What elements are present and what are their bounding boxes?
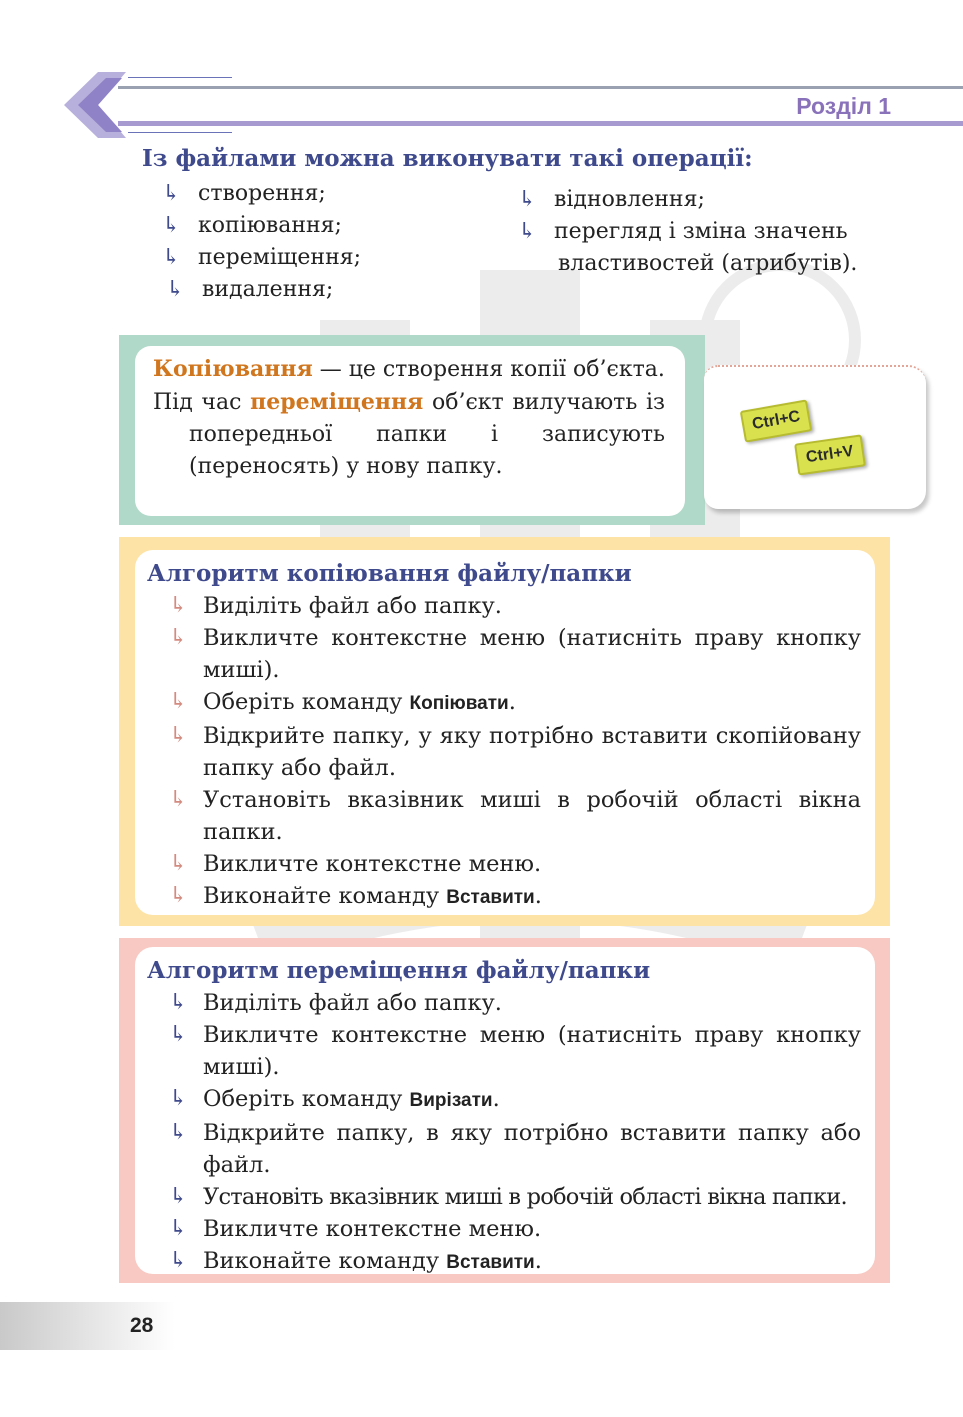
command-copy: Копіювати [409, 693, 509, 714]
header-thin-line-bottom [128, 132, 232, 133]
list-item: ↳ Виділіть файл або папку. [147, 590, 861, 622]
arrow-bullet-icon: ↳ [169, 990, 188, 1015]
list-item: ↳ Виділіть файл або папку. [147, 987, 861, 1019]
operations-list-right [518, 184, 857, 280]
list-item: ↳ перегляд і зміна значень [518, 216, 857, 248]
arrow-bullet-icon: ↳ [162, 213, 181, 238]
header-thin-line-top [128, 77, 232, 78]
list-item: ↳ відновлення; [518, 184, 857, 216]
copy-definition: Копіювання — це створення копії об’єкта. [153, 356, 665, 382]
arrow-bullet-icon: ↳ [169, 1022, 188, 1047]
arrow-bullet-icon: ↳ [166, 277, 185, 302]
list-item: ↳ копіювання; [162, 210, 361, 242]
list-item: ↳ Оберіть команду Вирізати. [147, 1083, 861, 1117]
operations-title: Із файлами можна виконувати такі операції: [142, 145, 753, 172]
arrow-bullet-icon: ↳ [169, 1248, 188, 1273]
copy-algorithm-steps [147, 590, 861, 914]
command-cut: Вирізати [409, 1090, 493, 1111]
list-item: ↳ Оберіть команду Копіювати. [147, 686, 861, 720]
list-item: ↳ переміщення; [162, 242, 361, 274]
arrow-bullet-icon: ↳ [169, 1216, 188, 1241]
list-item: ↳ Відкрийте папку, у яку потрібно вставити скопійовану папку або файл. [147, 720, 861, 784]
arrow-bullet-icon: ↳ [518, 187, 537, 212]
command-paste: Вставити [446, 1252, 535, 1273]
header-line-bottom [118, 121, 963, 126]
operations-list-left [162, 178, 361, 306]
list-item: ↳ Викличте контекстне меню (натисніть праву кнопку миші). [147, 1019, 861, 1083]
list-item: ↳ створення; [162, 178, 361, 210]
arrow-bullet-icon: ↳ [169, 723, 188, 748]
arrow-bullet-icon: ↳ [169, 851, 188, 876]
move-algorithm-steps [147, 987, 861, 1279]
arrow-bullet-icon: ↳ [518, 219, 537, 244]
chapter-arrow-icon [58, 70, 128, 140]
list-item: ↳ Установіть вказівник миші в робочій області вікна папки. [147, 1181, 861, 1213]
move-definition: Під час переміщення об’єкт вилучають із попередньої папки і записують (переносять) у нову папку. [153, 389, 665, 479]
list-item: ↳ видалення; [162, 274, 361, 306]
arrow-bullet-icon: ↳ [169, 625, 188, 650]
header-line-top [118, 86, 963, 89]
arrow-bullet-icon: ↳ [169, 1184, 187, 1209]
list-item: ↳ Відкрийте папку, в яку потрібно вставити папку або файл. [147, 1117, 861, 1181]
ctrl-v-key-icon: Ctrl+V [794, 434, 865, 475]
arrow-bullet-icon: ↳ [162, 245, 181, 270]
shortcut-illustration [704, 365, 926, 509]
arrow-bullet-icon: ↳ [169, 689, 188, 714]
list-item: ↳ Виконайте команду Вставити. [147, 880, 861, 914]
arrow-bullet-icon: ↳ [162, 181, 181, 206]
ctrl-c-key-icon: Ctrl+C [740, 399, 813, 442]
arrow-bullet-icon: ↳ [169, 1120, 188, 1145]
arrow-bullet-icon: ↳ [169, 883, 188, 908]
move-algorithm-box [135, 947, 875, 1274]
move-term: переміщення [250, 389, 424, 415]
definition-box [135, 346, 685, 516]
copy-term: Копіювання [153, 356, 313, 382]
list-item: ↳ Викличте контекстне меню (натисніть праву кнопку миші). [147, 622, 861, 686]
copy-algorithm-box [135, 550, 875, 915]
list-item: ↳ Викличте контекстне меню. [147, 848, 861, 880]
page-number: 28 [130, 1314, 154, 1337]
copy-algorithm-title: Алгоритм копіювання файлу/папки [147, 560, 632, 587]
chapter-label: Розділ 1 [796, 93, 891, 119]
list-item: ↳ Виконайте команду Вставити. [147, 1245, 861, 1279]
arrow-bullet-icon: ↳ [169, 593, 188, 618]
list-item: ↳ Викличте контекстне меню. [147, 1213, 861, 1245]
list-item: ↳ Установіть вказівник миші в робочій області вікна папки. [147, 784, 861, 848]
move-algorithm-title: Алгоритм переміщення файлу/папки [147, 957, 651, 984]
arrow-bullet-icon: ↳ [169, 787, 188, 812]
command-paste: Вставити [446, 887, 535, 908]
arrow-bullet-icon: ↳ [169, 1086, 188, 1111]
list-item-continuation: властивостей (атрибутів). [558, 251, 858, 276]
